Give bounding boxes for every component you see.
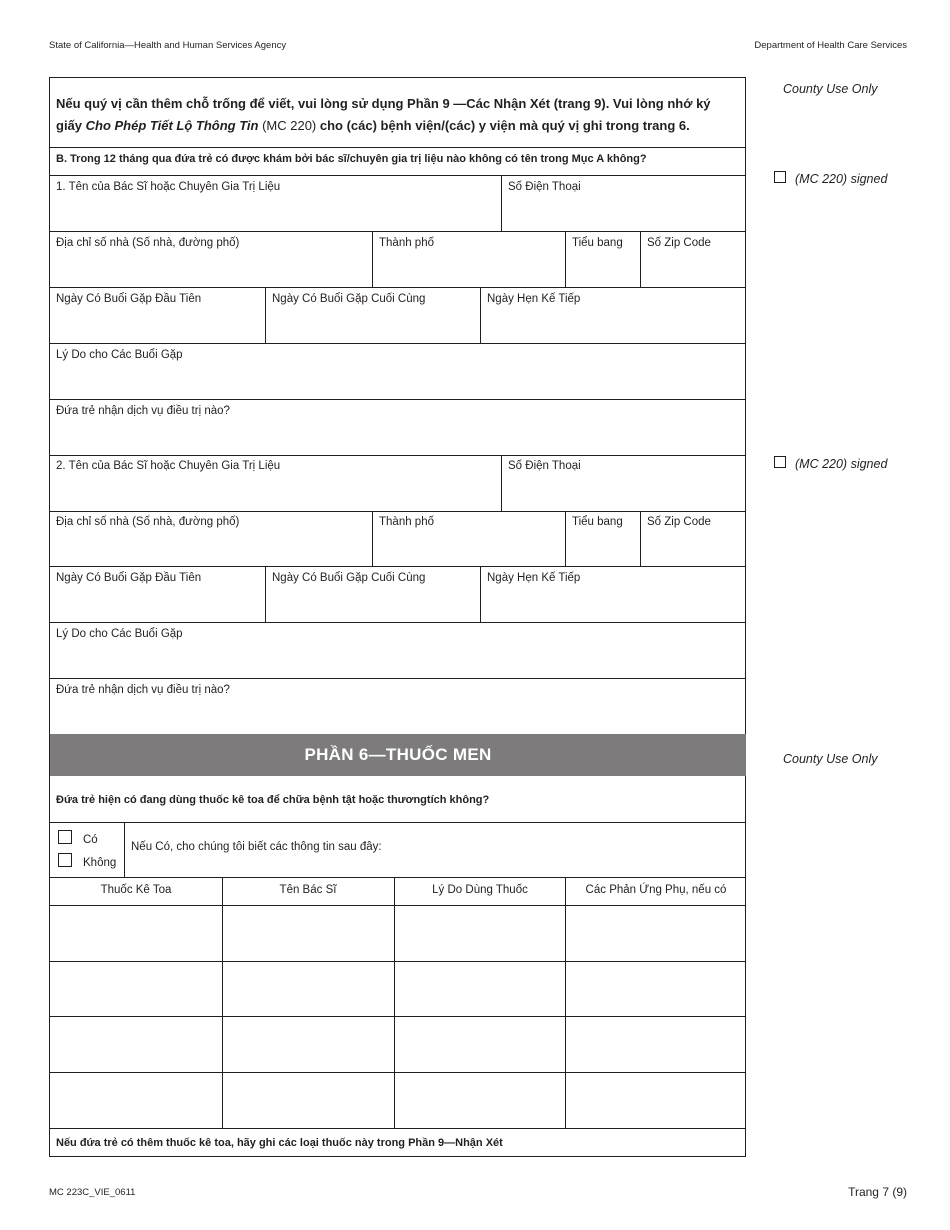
divider bbox=[49, 566, 746, 567]
divider bbox=[49, 399, 746, 400]
divider bbox=[49, 231, 746, 232]
last-visit-field[interactable]: Ngày Có Buổi Gặp Cuối Cùng bbox=[272, 572, 426, 584]
provider-address-field[interactable]: Địa chỉ số nhà (Số nhà, đường phố) bbox=[56, 237, 240, 249]
divider bbox=[372, 511, 373, 567]
provider-zip-field[interactable]: Số Zip Code bbox=[647, 237, 711, 249]
divider bbox=[49, 905, 746, 906]
divider bbox=[49, 147, 746, 148]
provider-city-field[interactable]: Thành phố bbox=[379, 516, 434, 528]
yes-checkbox[interactable] bbox=[58, 830, 72, 844]
yes-label: Có bbox=[83, 834, 98, 846]
divider bbox=[49, 511, 746, 512]
divider bbox=[222, 877, 223, 1128]
section-b-question: B. Trong 12 tháng qua đứa trẻ có được khám bởi bác sĩ/chuyên gia trị liệu nào không có tên trong Mục A không? bbox=[56, 153, 647, 165]
column-header-side-effects: Các Phản Ứng Phụ, nếu có bbox=[585, 884, 727, 896]
divider bbox=[265, 566, 266, 622]
divider bbox=[49, 1128, 746, 1129]
divider bbox=[49, 1072, 746, 1073]
divider bbox=[501, 455, 502, 511]
last-visit-field[interactable]: Ngày Có Buổi Gặp Cuối Cùng bbox=[272, 293, 426, 305]
additional-medications-note: Nếu đứa trẻ có thêm thuốc kê toa, hãy ghi các loại thuốc này trong Phần 9—Nhận Xét bbox=[56, 1137, 503, 1149]
provider-zip-field[interactable]: Số Zip Code bbox=[647, 516, 711, 528]
first-visit-field[interactable]: Ngày Có Buổi Gặp Đầu Tiên bbox=[56, 572, 202, 584]
divider bbox=[565, 877, 566, 1128]
column-header-medication: Thuốc Kê Toa bbox=[100, 884, 172, 896]
form-bottom-border bbox=[49, 1156, 746, 1157]
column-header-doctor: Tên Bác Sĩ bbox=[279, 884, 337, 896]
intro-line-2: giấy Cho Phép Tiết Lộ Thông Tin (MC 220) cho (các) bệnh viện/(các) y viện mà quý vị ghi trong trang 6. bbox=[56, 118, 690, 133]
county-use-label: County Use Only bbox=[783, 752, 878, 766]
intro-line-1: Nếu quý vị cần thêm chỗ trống để viết, vui lòng sử dụng Phần 9 —Các Nhận Xét (trang 9). Vui lòng nhớ ký bbox=[56, 96, 711, 111]
divider bbox=[501, 175, 502, 231]
divider bbox=[265, 287, 266, 343]
divider bbox=[49, 678, 746, 679]
provider-city-field[interactable]: Thành phố bbox=[379, 237, 434, 249]
county-use-label: County Use Only bbox=[783, 82, 878, 96]
intro-instructions bbox=[56, 93, 746, 137]
divider bbox=[565, 511, 566, 567]
form-right-border bbox=[745, 77, 746, 1157]
divider bbox=[49, 343, 746, 344]
divider bbox=[640, 231, 641, 287]
no-checkbox[interactable] bbox=[58, 853, 72, 867]
provider-phone-field[interactable]: Số Điện Thoại bbox=[508, 181, 581, 193]
divider bbox=[49, 1016, 746, 1017]
provider-address-field[interactable]: Địa chỉ số nhà (Số nhà, đường phố) bbox=[56, 516, 240, 528]
next-appointment-field[interactable]: Ngày Hẹn Kế Tiếp bbox=[487, 572, 581, 584]
divider bbox=[480, 566, 481, 622]
mc220-signed-checkbox-1[interactable] bbox=[774, 171, 786, 183]
form-id: MC 223C_VIE_0611 bbox=[49, 1187, 136, 1198]
authorization-form-name: Cho Phép Tiết Lộ Thông Tin bbox=[85, 118, 259, 133]
agency-header: State of California—Health and Human Services Agency bbox=[49, 40, 287, 51]
mc220-signed-label: (MC 220) signed bbox=[795, 172, 888, 186]
mc220-signed-checkbox-2[interactable] bbox=[774, 456, 786, 468]
divider bbox=[49, 877, 746, 878]
divider bbox=[480, 287, 481, 343]
divider bbox=[372, 231, 373, 287]
first-visit-field[interactable]: Ngày Có Buổi Gặp Đầu Tiên bbox=[56, 293, 202, 305]
visit-reason-field[interactable]: Lý Do cho Các Buổi Gặp bbox=[56, 349, 183, 361]
provider-state-field[interactable]: Tiểu bang bbox=[572, 237, 623, 249]
medication-question: Đứa trẻ hiện có đang dùng thuốc kê toa để chữa bệnh tật hoặc thươngtích không? bbox=[56, 794, 490, 806]
page-number: Trang 7 (9) bbox=[848, 1185, 907, 1199]
divider bbox=[49, 961, 746, 962]
divider bbox=[124, 822, 125, 878]
form-top-border bbox=[49, 77, 746, 78]
next-appointment-field[interactable]: Ngày Hẹn Kế Tiếp bbox=[487, 293, 581, 305]
mc220-signed-label: (MC 220) signed bbox=[795, 457, 888, 471]
divider bbox=[565, 231, 566, 287]
divider bbox=[49, 622, 746, 623]
divider bbox=[49, 287, 746, 288]
column-header-reason: Lý Do Dùng Thuốc bbox=[432, 884, 528, 896]
divider bbox=[394, 877, 395, 1128]
department-header: Department of Health Care Services bbox=[754, 40, 907, 51]
provider-name-field[interactable]: 2. Tên của Bác Sĩ hoặc Chuyên Gia Trị Liệu bbox=[56, 460, 281, 472]
visit-reason-field[interactable]: Lý Do cho Các Buổi Gặp bbox=[56, 628, 183, 640]
provider-name-field[interactable]: 1. Tên của Bác Sĩ hoặc Chuyên Gia Trị Liệu bbox=[56, 181, 281, 193]
provider-phone-field[interactable]: Số Điện Thoại bbox=[508, 460, 581, 472]
treatment-field[interactable]: Đứa trẻ nhận dịch vụ điều trị nào? bbox=[56, 405, 230, 417]
provider-state-field[interactable]: Tiểu bang bbox=[572, 516, 623, 528]
form-left-border bbox=[49, 77, 50, 1157]
divider bbox=[49, 822, 746, 823]
if-yes-instruction: Nếu Có, cho chúng tôi biết các thông tin sau đây: bbox=[131, 841, 382, 853]
no-label: Không bbox=[83, 857, 117, 869]
divider bbox=[640, 511, 641, 567]
treatment-field[interactable]: Đứa trẻ nhận dịch vụ điều trị nào? bbox=[56, 684, 230, 696]
section-6-banner: PHẦN 6—THUỐC MEN bbox=[50, 734, 746, 776]
divider bbox=[49, 175, 746, 176]
divider bbox=[49, 455, 746, 456]
